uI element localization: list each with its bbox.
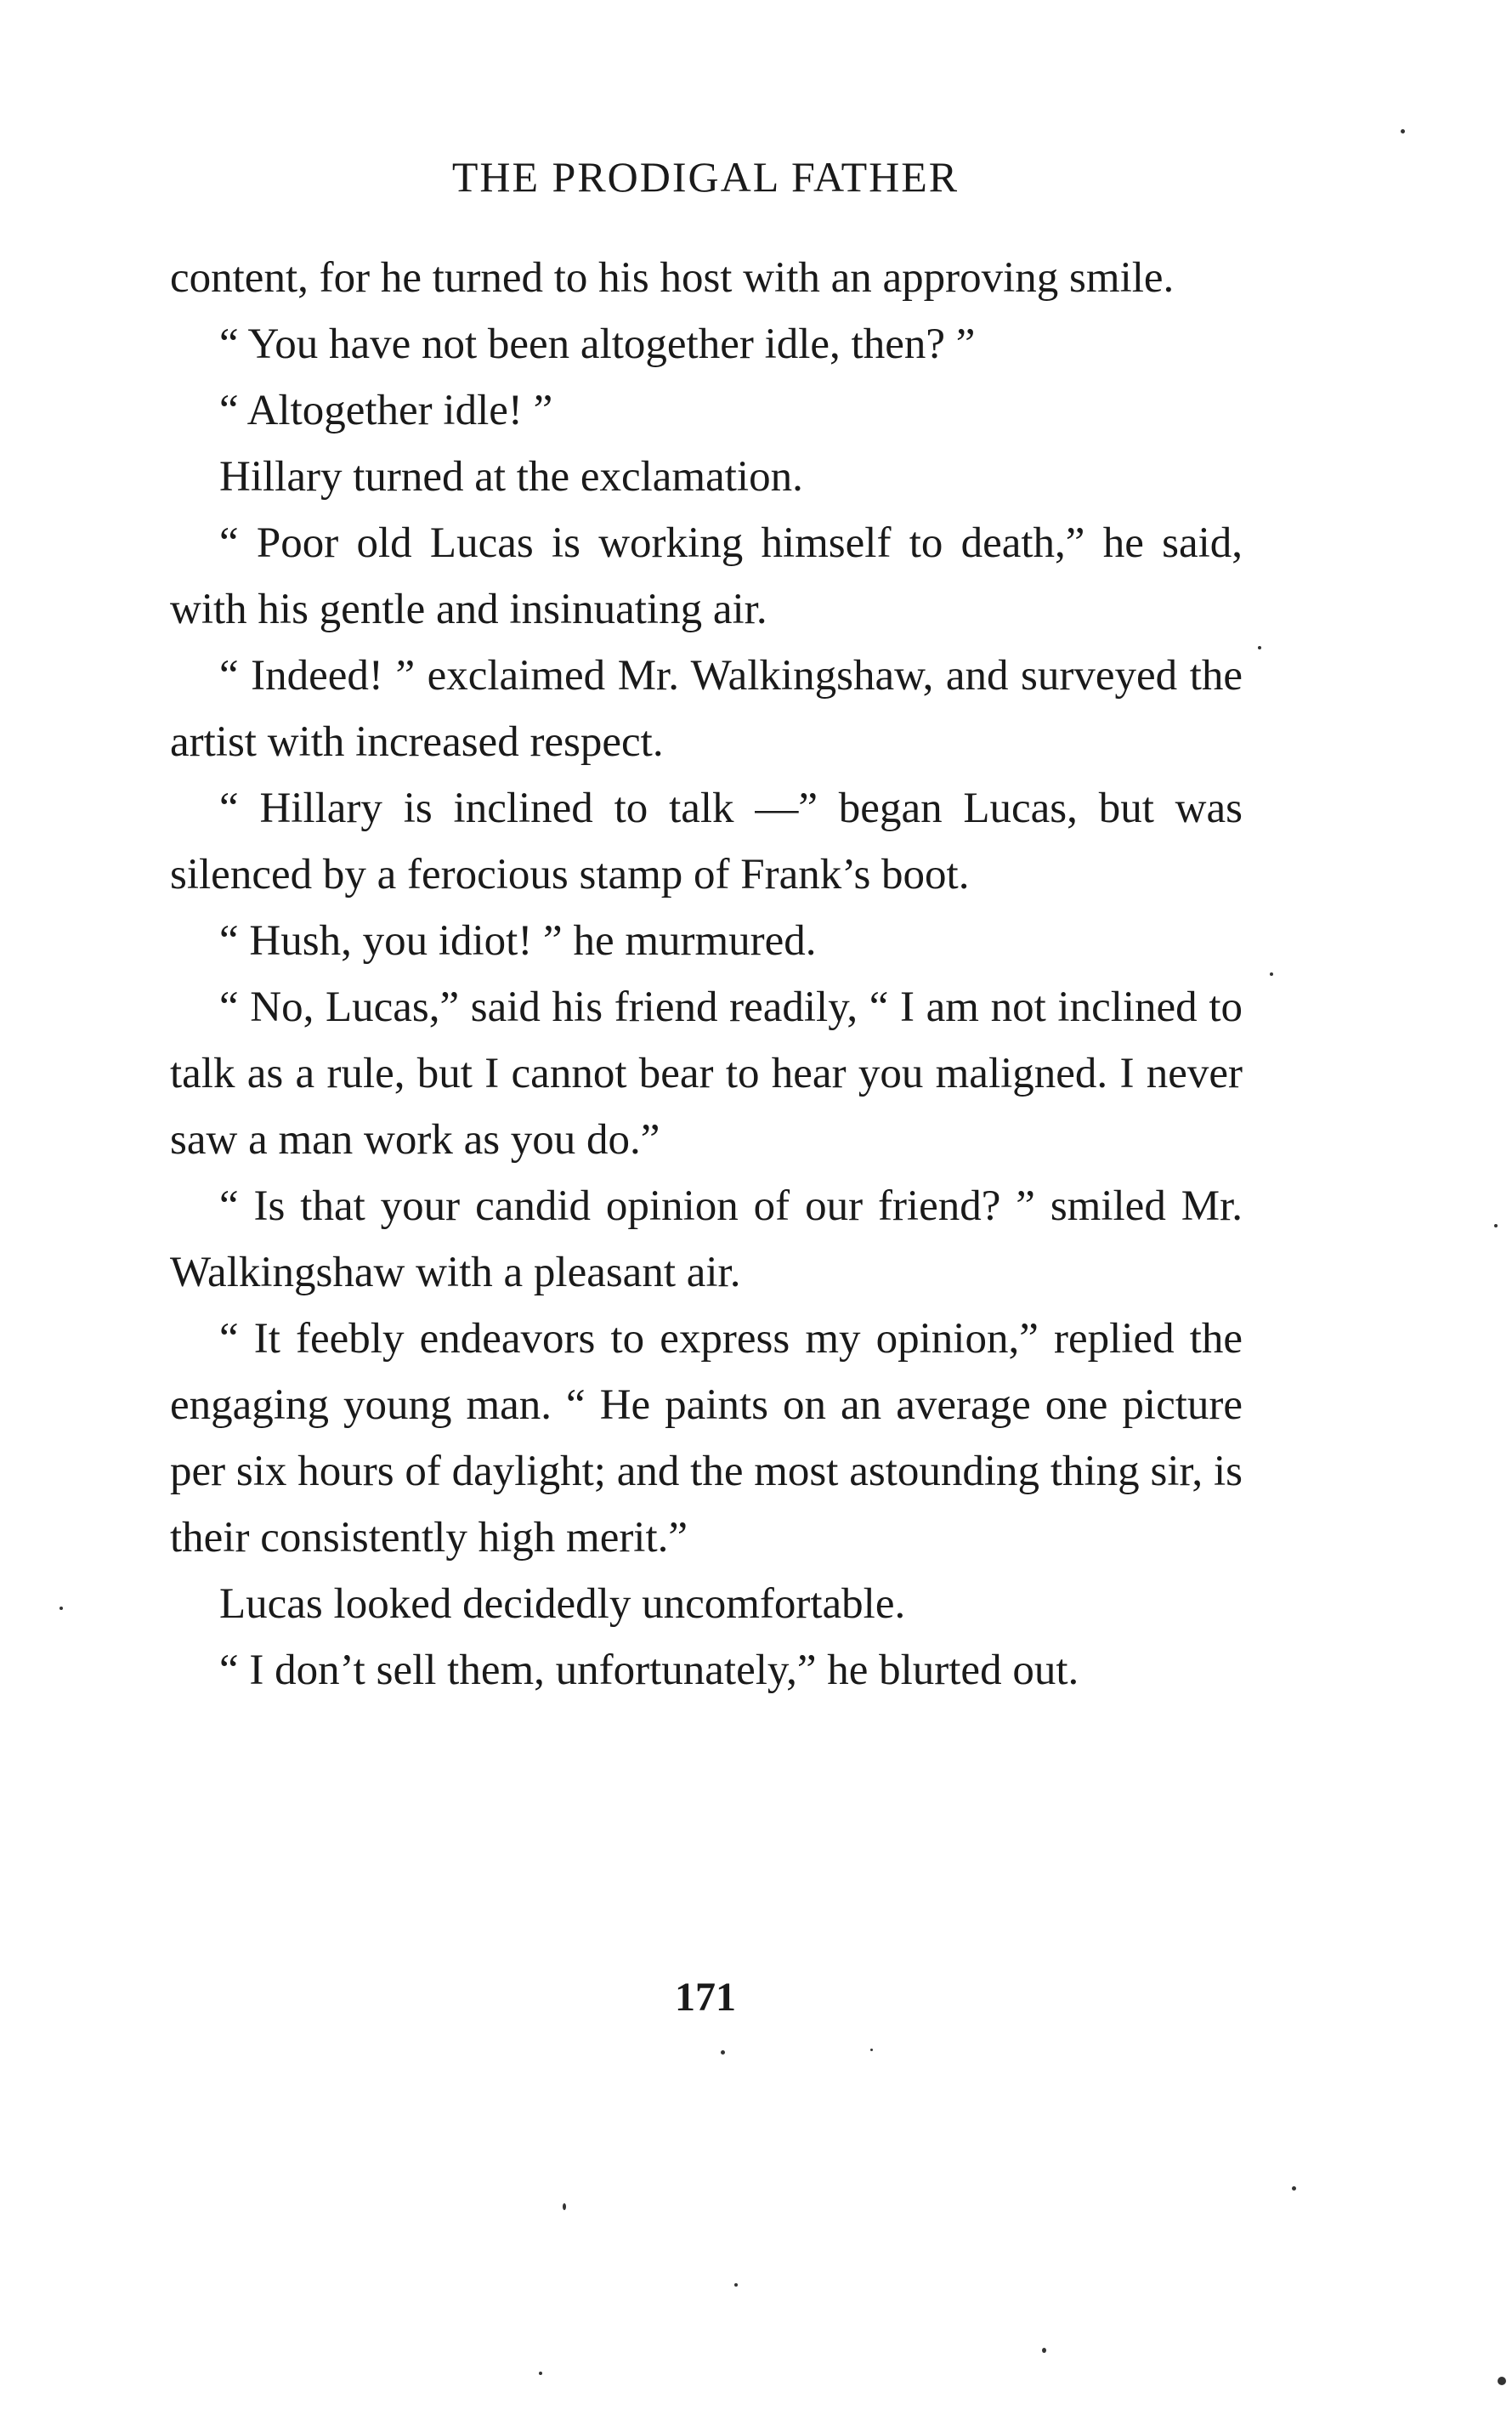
- paragraph: “ Is that your candid opinion of our friend? ” smiled Mr. Walkingshaw with a pleasant air.: [170, 1182, 1243, 1296]
- paragraph: “ I don’t sell them, unfortunately,” he blurted out.: [219, 1647, 1079, 1694]
- paragraph: Hillary turned at the exclamation.: [219, 453, 803, 501]
- scan-speck: [1498, 2377, 1506, 2385]
- paragraph: “ Altogether idle! ”: [219, 387, 553, 434]
- paragraph: “ Hush, you idiot! ” he murmured.: [219, 917, 817, 965]
- paragraph: Lucas looked decidedly uncomfortable.: [219, 1580, 906, 1628]
- paragraph: “ It feebly endeavors to express my opinion,” replied the engaging young man. “ He paints on an average one picture per six hours of daylight; and the most astounding thing sir, is their consistently high merit.”: [170, 1315, 1243, 1562]
- running-title: THE PRODIGAL FATHER: [451, 153, 960, 201]
- scan-speck: [563, 2203, 566, 2210]
- paragraph: “ Hillary is inclined to talk —” began Lucas, but was silenced by a ferocious stamp of Frank’s boot.: [170, 785, 1243, 898]
- scan-speck: [59, 1607, 63, 1610]
- scan-speck: [539, 2372, 542, 2375]
- paragraph: “ Indeed! ” exclaimed Mr. Walkingshaw, and surveyed the artist with increased respect.: [170, 652, 1243, 766]
- scan-speck: [721, 2050, 725, 2055]
- scan-speck: [1042, 2348, 1046, 2353]
- paragraph: “ No, Lucas,” said his friend readily, “ I am not inclined to talk as a rule, but I cannot bear to hear you maligned. I never saw a man work as you do.”: [170, 983, 1243, 1164]
- scan-speck: [734, 2283, 738, 2287]
- scan-speck: [870, 2049, 873, 2051]
- scan-speck: [1292, 2186, 1296, 2191]
- scan-speck: [1270, 972, 1273, 976]
- paragraph: “ Poor old Lucas is working himself to death,” he said, with his gentle and insinuating air.: [170, 519, 1243, 633]
- scan-speck: [1258, 646, 1261, 649]
- paragraph-continued: content, for he turned to his host with an approving smile.: [170, 254, 1175, 302]
- body-text: [170, 245, 1243, 1703]
- page-number: 171: [675, 1975, 736, 2020]
- scan-speck: [1401, 129, 1405, 133]
- scan-speck: [1494, 1224, 1498, 1227]
- paragraph: “ You have not been altogether idle, then? ”: [219, 320, 976, 368]
